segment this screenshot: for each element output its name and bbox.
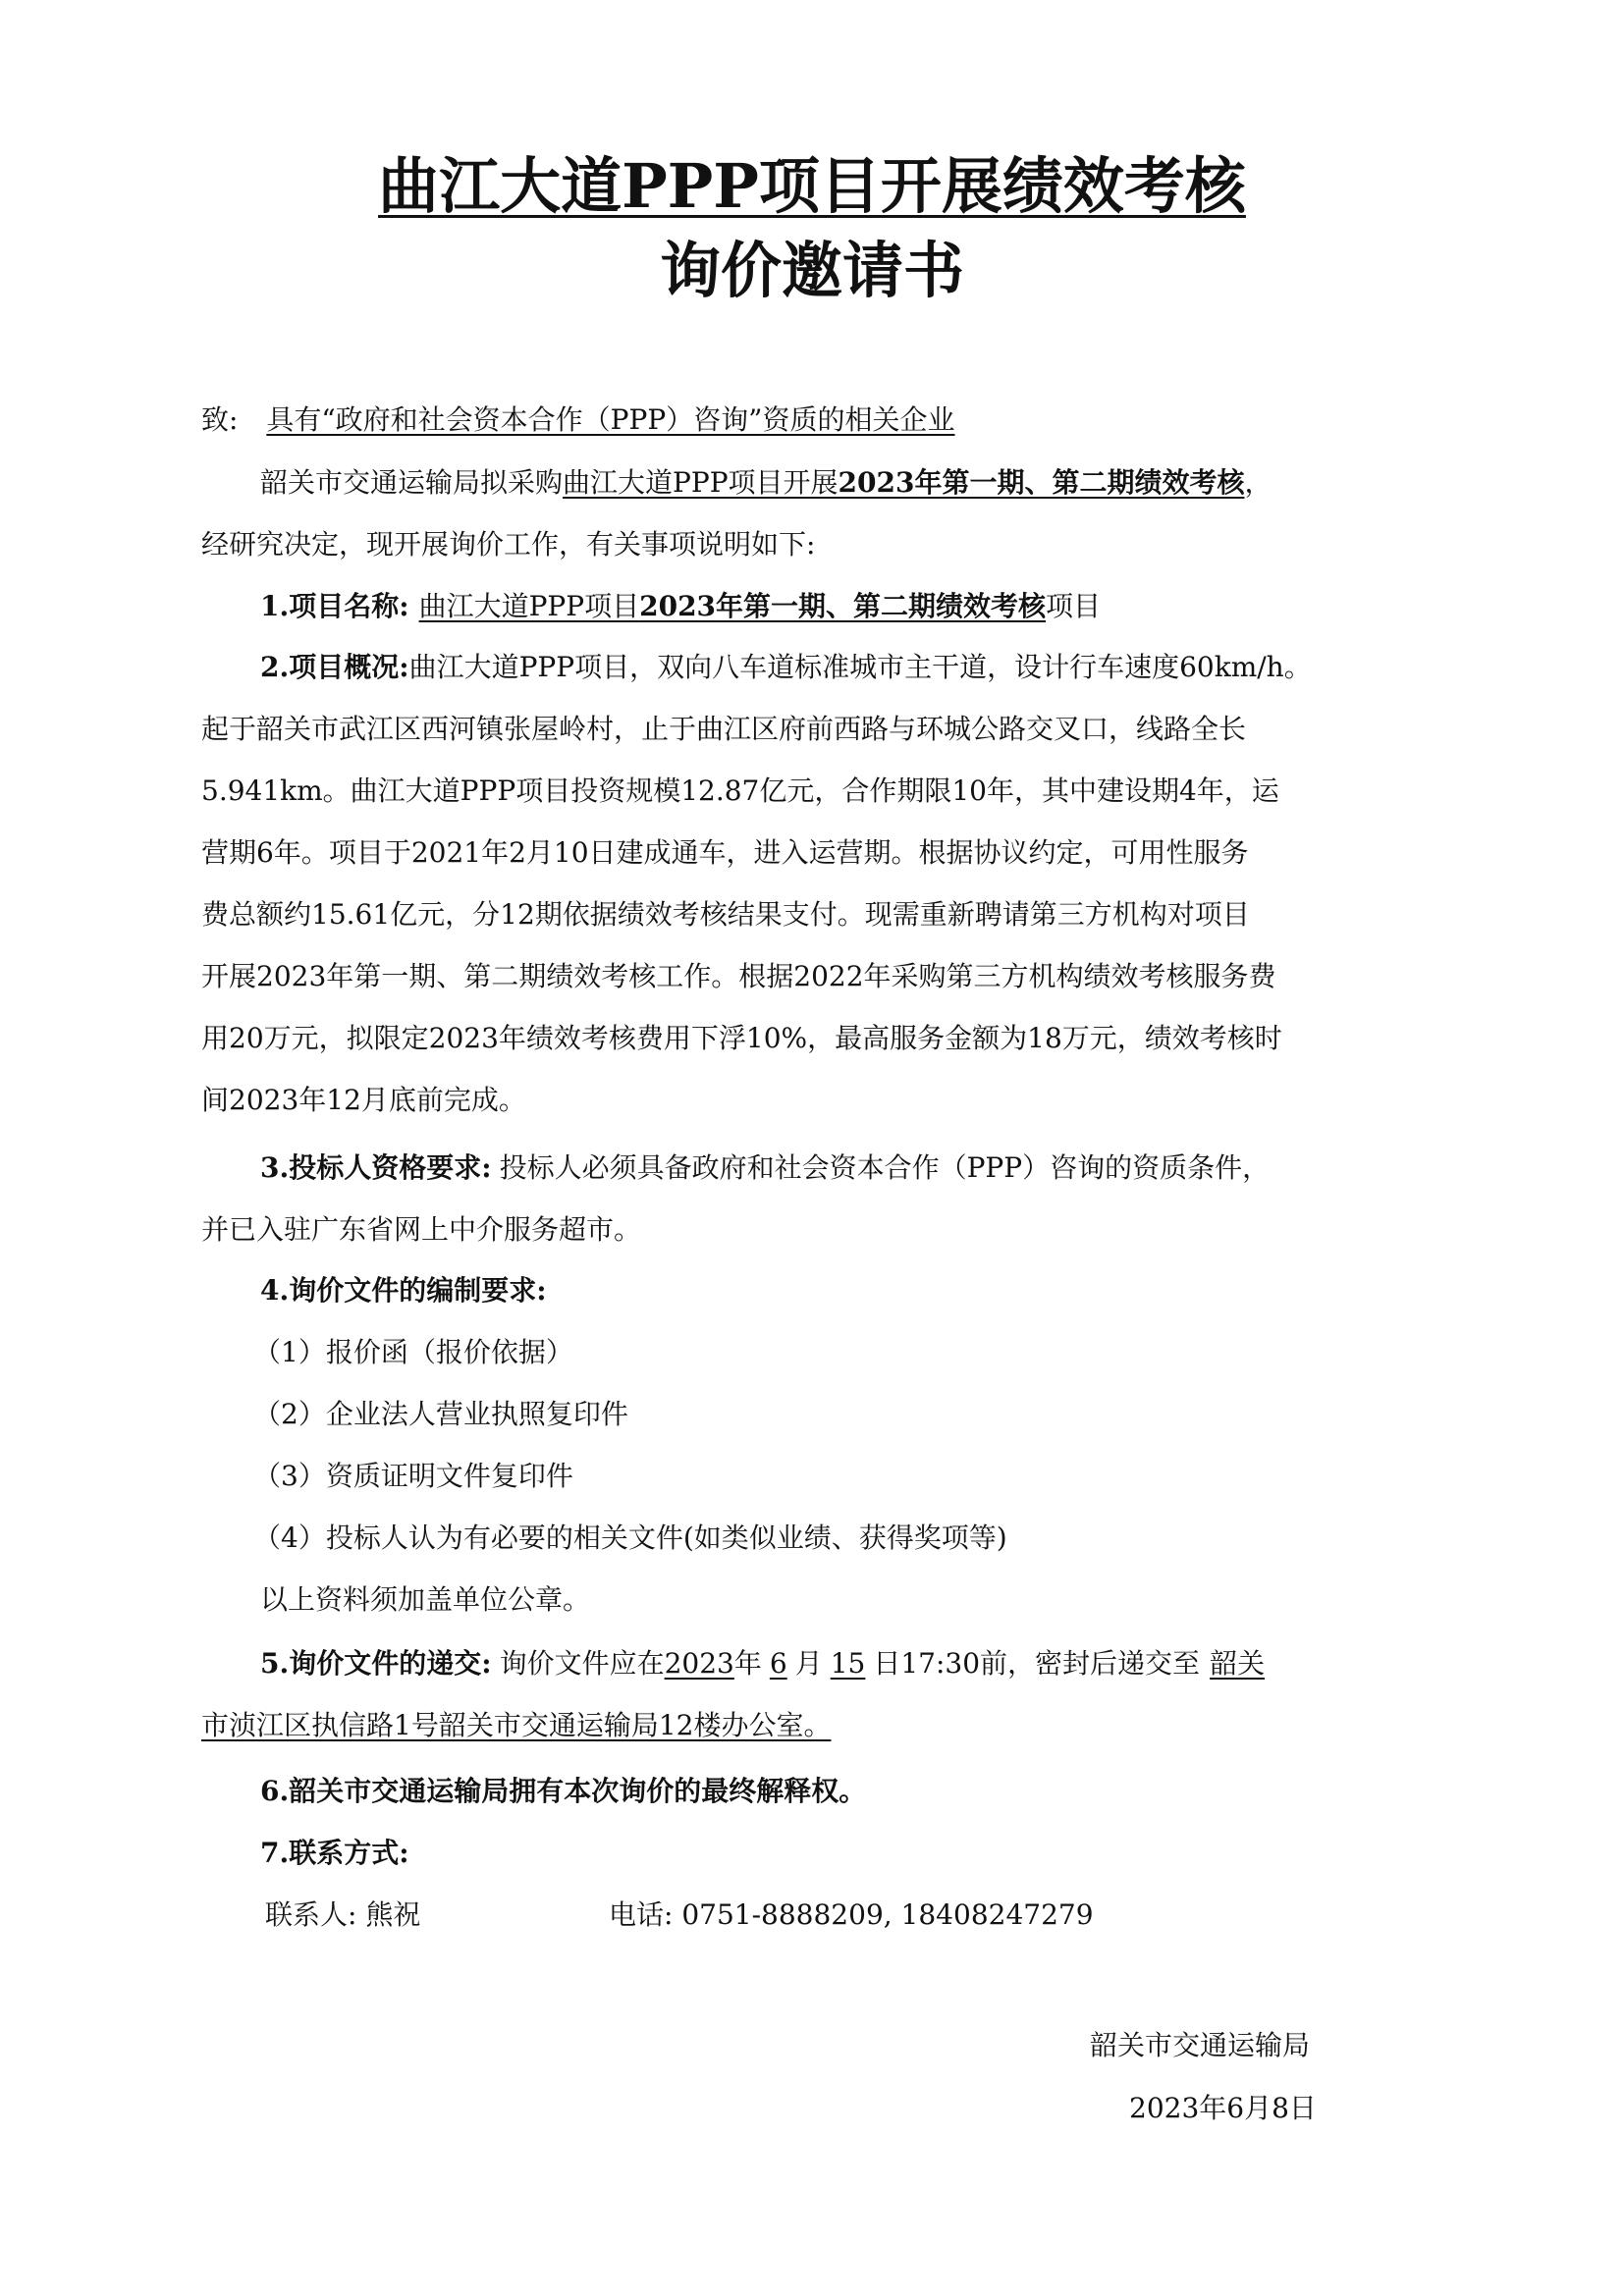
section-1: 1.项目名称: 曲江大道PPP项目2023年第一期、第二期绩效考核项目 [260, 590, 1102, 622]
section-4-item: （1）报价函（报价依据） [253, 1336, 573, 1368]
contact-person: 联系人: 熊祝 [265, 1898, 421, 1931]
signature-org: 韶关市交通运输局 [1090, 2029, 1311, 2061]
contact-phone: 电话: 0751-8888209, 18408247279 [609, 1898, 1094, 1931]
section-4-item: （2）企业法人营业执照复印件 [253, 1398, 628, 1430]
section-2-line-4: 营期6年。项目于2021年2月10日建成通车，进入运营期。根据协议约定，可用性服务 [201, 836, 1249, 869]
section-4-note: 以上资料须加盖单位公章。 [260, 1583, 591, 1616]
intro-line-1: 韶关市交通运输局拟采购曲江大道PPP项目开展2023年第一期、第二期绩效考核， [260, 466, 1272, 499]
section-4-label: 4.询价文件的编制要求: [260, 1274, 547, 1307]
section-2-line-6: 开展2023年第一期、第二期绩效考核工作。根据2022年采购第三方机构绩效考核服务费 [201, 960, 1276, 992]
section-4-item: （4）投标人认为有必要的相关文件(如类似业绩、获得奖项等) [253, 1522, 1007, 1554]
section-5-line-2: 市浈江区执信路1号韶关市交通运输局12楼办公室。 [201, 1709, 832, 1741]
section-3-line-2: 并已入驻广东省网上中介服务超市。 [201, 1213, 642, 1246]
recipient-line [201, 400, 955, 440]
section-2-line-5: 费总额约15.61亿元，分12期依据绩效考核结果支付。现需重新聘请第三方机构对项目 [201, 898, 1250, 931]
recipient-prefix: 致: [201, 403, 239, 436]
section-6: 6.韶关市交通运输局拥有本次询价的最终解释权。 [260, 1775, 867, 1807]
section-3-line-1: 3.投标人资格要求: 投标人必须具备政府和社会资本合作（PPP）咨询的资质条件， [260, 1151, 1271, 1184]
section-2-line-2: 起于韶关市武江区西河镇张屋岭村，止于曲江区府前西路与环城公路交叉口，线路全长 [201, 713, 1247, 745]
section-2-line-1: 2.项目概况:曲江大道PPP项目，双向八车道标准城市主干道，设计行车速度60km/h。 [260, 651, 1312, 683]
intro-line-2: 经研究决定，现开展询价工作，有关事项说明如下: [201, 528, 816, 561]
recipient-name: 具有“政府和社会资本合作（PPP）咨询”资质的相关企业 [266, 403, 955, 436]
signature-date: 2023年6月8日 [1129, 2092, 1317, 2124]
document-title-line1: 曲江大道PPP项目开展绩效考核 [378, 150, 1246, 222]
section-7-label: 7.联系方式: [260, 1837, 409, 1869]
document-title-line2: 询价邀请书 [659, 235, 964, 306]
section-5-line-1: 5.询价文件的递交: 询价文件应在2023年 6 月 15 日17:30前，密封后递交至 韶关 [260, 1647, 1266, 1680]
section-2-line-7: 用20万元，拟限定2023年绩效考核费用下浮10%，最高服务金额为18万元，绩效考核时 [201, 1022, 1282, 1054]
section-2-line-8: 间2023年12月底前完成。 [201, 1084, 526, 1116]
section-2-line-3: 5.941km。曲江大道PPP项目投资规模12.87亿元，合作期限10年，其中建设期4年，运 [201, 774, 1279, 807]
section-4-item: （3）资质证明文件复印件 [253, 1460, 573, 1492]
